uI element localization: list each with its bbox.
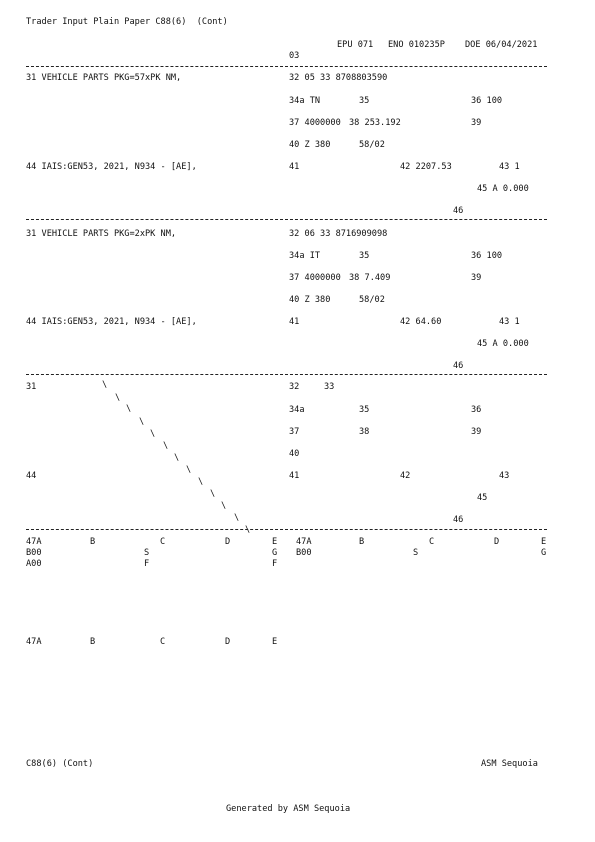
cancel-slash: \ bbox=[234, 513, 240, 523]
box-43: 43 bbox=[499, 471, 510, 481]
cancel-slash: \ bbox=[150, 429, 156, 439]
box-34a-origin: 34a IT bbox=[289, 251, 321, 261]
epu-number: EPU 071 bbox=[337, 40, 374, 50]
box-40-ref: 58/02 bbox=[359, 295, 385, 305]
box-40-ref: 58/02 bbox=[359, 140, 385, 150]
box-43: 43 1 bbox=[499, 317, 520, 327]
separator-line bbox=[26, 66, 547, 67]
goods-description: 31 VEHICLE PARTS PKG=2xPK NM, bbox=[26, 229, 177, 239]
box-47-header-c: C bbox=[429, 537, 435, 547]
box-37: 37 4000000 bbox=[289, 118, 341, 128]
box-45: 45 A 0.000 bbox=[477, 339, 529, 349]
box-43: 43 1 bbox=[499, 162, 520, 172]
box-46: 46 bbox=[453, 206, 464, 216]
box-33: 33 bbox=[324, 382, 335, 392]
box-36: 36 100 bbox=[471, 96, 503, 106]
box-40: 40 Z 380 bbox=[289, 140, 331, 150]
box-03: 03 bbox=[289, 51, 300, 61]
box-47-header-d: D bbox=[494, 537, 500, 547]
box-37: 37 bbox=[289, 427, 300, 437]
box-41: 41 bbox=[289, 317, 300, 327]
cancel-slash: \ bbox=[186, 465, 192, 475]
cancel-slash: \ bbox=[210, 489, 216, 499]
box-47-header-b: B bbox=[90, 537, 96, 547]
box-32-commodity: 32 06 33 8716909098 bbox=[289, 229, 388, 239]
generated-by-text: Generated by ASM Sequoia bbox=[226, 804, 351, 814]
separator-line bbox=[26, 374, 547, 375]
box-39: 39 bbox=[471, 118, 482, 128]
box-35: 35 bbox=[359, 405, 370, 415]
box-39: 39 bbox=[471, 427, 482, 437]
box-47-header-d: D bbox=[225, 637, 231, 647]
box-47-header-e: E bbox=[272, 637, 278, 647]
box-31: 31 bbox=[26, 382, 37, 392]
cancel-slash: \ bbox=[102, 380, 108, 390]
box-47-f-end: F bbox=[272, 559, 278, 569]
cancel-slash: \ bbox=[139, 417, 145, 427]
cancel-slash: \ bbox=[198, 477, 204, 487]
box-34a-origin: 34a TN bbox=[289, 96, 321, 106]
box-46: 46 bbox=[453, 361, 464, 371]
form-title: Trader Input Plain Paper C88(6) (Cont) bbox=[26, 17, 228, 27]
box-47-s: S bbox=[413, 548, 419, 558]
box-42-price: 42 2207.53 bbox=[400, 162, 452, 172]
box-44-info: 44 IAIS:GEN53, 2021, N934 - [AE], bbox=[26, 162, 197, 172]
box-42-price: 42 64.60 bbox=[400, 317, 442, 327]
box-47-header-c: C bbox=[160, 637, 166, 647]
cancel-slash: \ bbox=[221, 501, 227, 511]
goods-description: 31 VEHICLE PARTS PKG=57xPK NM, bbox=[26, 73, 182, 83]
box-47-f: F bbox=[144, 559, 150, 569]
box-47-header-d: D bbox=[225, 537, 231, 547]
box-40: 40 bbox=[289, 449, 300, 459]
box-36: 36 bbox=[471, 405, 482, 415]
box-47-row-a00: A00 bbox=[26, 559, 42, 569]
cancel-slash: \ bbox=[115, 393, 121, 403]
cancel-slash: \ bbox=[174, 453, 180, 463]
box-42: 42 bbox=[400, 471, 411, 481]
box-41: 41 bbox=[289, 162, 300, 172]
box-47-row-b00: B00 bbox=[296, 548, 312, 558]
box-35: 35 bbox=[359, 96, 370, 106]
eno-number: ENO 010235P bbox=[388, 40, 445, 50]
cancel-slash: \ bbox=[126, 404, 132, 414]
box-47-g: G bbox=[541, 548, 547, 558]
box-45: 45 bbox=[477, 493, 488, 503]
footer-brand: ASM Sequoia bbox=[481, 759, 538, 769]
box-34a: 34a bbox=[289, 405, 305, 415]
box-47-header-a: 47A bbox=[26, 637, 42, 647]
separator-line bbox=[26, 219, 547, 220]
box-45: 45 A 0.000 bbox=[477, 184, 529, 194]
box-36: 36 100 bbox=[471, 251, 503, 261]
box-46: 46 bbox=[453, 515, 464, 525]
box-44-info: 44 IAIS:GEN53, 2021, N934 - [AE], bbox=[26, 317, 197, 327]
box-47-header-b: B bbox=[90, 637, 96, 647]
box-37: 37 4000000 bbox=[289, 273, 341, 283]
box-47-g: G bbox=[272, 548, 278, 558]
box-35: 35 bbox=[359, 251, 370, 261]
box-38-net-mass: 38 253.192 bbox=[349, 118, 401, 128]
box-47-header-a: 47A bbox=[296, 537, 312, 547]
box-32-commodity: 32 05 33 8708803590 bbox=[289, 73, 388, 83]
cancel-slash: \ bbox=[163, 441, 169, 451]
cancel-slash: \ bbox=[245, 525, 251, 535]
box-47-s: S bbox=[144, 548, 150, 558]
box-47-header-a: 47A bbox=[26, 537, 42, 547]
box-39: 39 bbox=[471, 273, 482, 283]
box-38-net-mass: 38 7.409 bbox=[349, 273, 391, 283]
box-40: 40 Z 380 bbox=[289, 295, 331, 305]
box-41: 41 bbox=[289, 471, 300, 481]
box-44: 44 bbox=[26, 471, 37, 481]
box-47-header-b: B bbox=[359, 537, 365, 547]
footer-form-label: C88(6) (Cont) bbox=[26, 759, 94, 769]
doe-date: DOE 06/04/2021 bbox=[465, 40, 538, 50]
box-32: 32 bbox=[289, 382, 300, 392]
box-38: 38 bbox=[359, 427, 370, 437]
box-47-header-e: E bbox=[272, 537, 278, 547]
box-47-header-c: C bbox=[160, 537, 166, 547]
separator-line bbox=[26, 529, 547, 530]
box-47-row-b00: B00 bbox=[26, 548, 42, 558]
box-47-header-e: E bbox=[541, 537, 547, 547]
